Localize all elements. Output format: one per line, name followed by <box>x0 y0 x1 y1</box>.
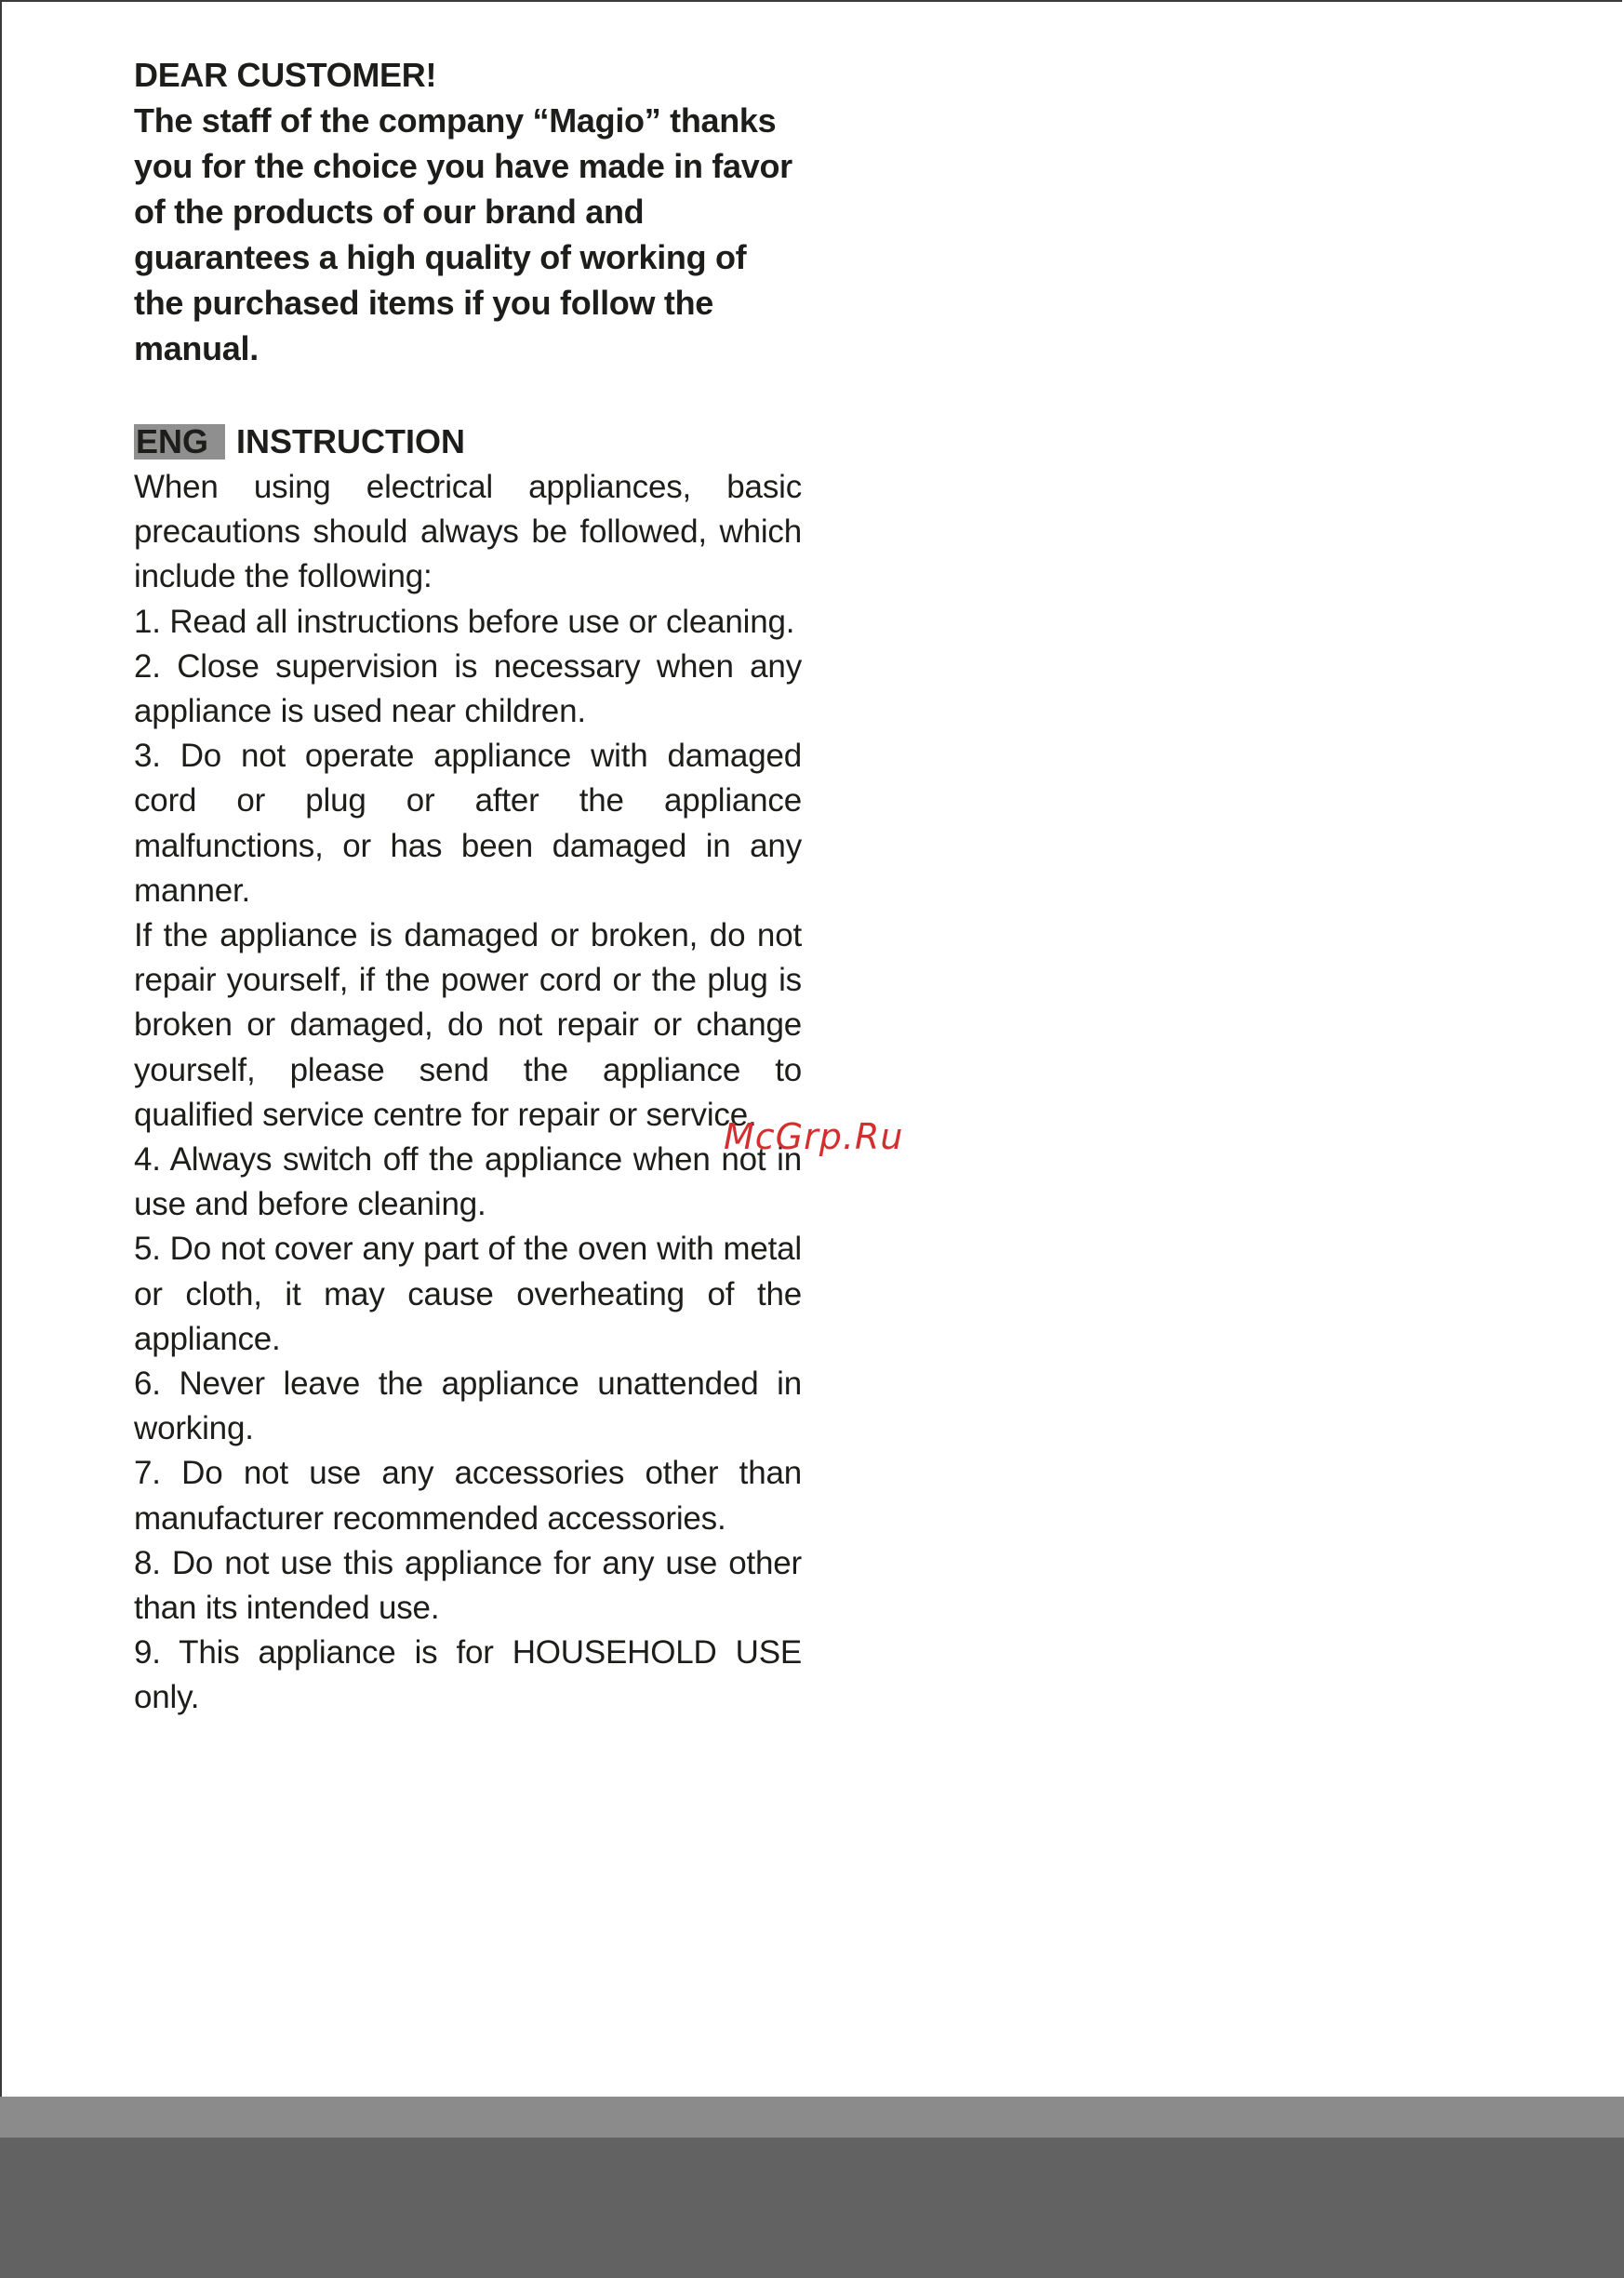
section-heading <box>134 419 802 465</box>
watermark: McGrp.Ru <box>724 1116 904 1157</box>
instruction-item: 9. This appliance is for HOUSEHOLD USE only. <box>134 1634 802 1716</box>
instruction-body <box>134 465 802 1721</box>
greeting-block <box>134 52 802 371</box>
instruction-item: 7. Do not use any accessories other than manufacturer recommended accessories. <box>134 1455 802 1537</box>
greeting-line: guarantees a high quality of working of <box>134 238 747 276</box>
instruction-item: 3. Do not operate appliance with damaged cord or plug or after the appliance malfunctions, or has been damaged in any manner. <box>134 738 802 909</box>
instruction-item: 4. Always switch off the appliance when not in use and before cleaning. <box>134 1141 802 1223</box>
greeting-title: DEAR CUSTOMER! <box>134 56 437 94</box>
greeting-line: manual. <box>134 329 259 367</box>
intro-paragraph: When using electrical appliances, basic precautions should always be followed, which include the following: <box>134 469 802 595</box>
instruction-item: If the appliance is damaged or broken, do not repair yourself, if the power cord or the plug is broken or damaged, do not repair or change yourself, please send the appliance to qualified service centre for repair or service. <box>134 917 802 1133</box>
footer-band-light <box>0 2097 1624 2138</box>
greeting-line: the purchased items if you follow the <box>134 284 713 322</box>
section-title: INSTRUCTION <box>236 422 466 460</box>
instruction-item: 2. Close supervision is necessary when any appliance is used near children. <box>134 647 802 730</box>
instruction-item: 6. Never leave the appliance unattended in working. <box>134 1365 802 1447</box>
greeting-line: you for the choice you have made in favor <box>134 147 792 185</box>
instruction-item: 8. Do not use this appliance for any use other than its intended use. <box>134 1544 802 1627</box>
content-column <box>134 52 802 1721</box>
instruction-item: 5. Do not cover any part of the oven with metal or cloth, it may cause overheating of the appliance. <box>134 1231 802 1357</box>
footer-band-dark <box>0 2138 1624 2278</box>
greeting-line: The staff of the company “Magio” thanks <box>134 101 777 140</box>
greeting-line: of the products of our brand and <box>134 193 645 231</box>
language-badge: ENG <box>134 424 225 460</box>
instruction-item: 1. Read all instructions before use or cleaning. <box>134 603 795 640</box>
